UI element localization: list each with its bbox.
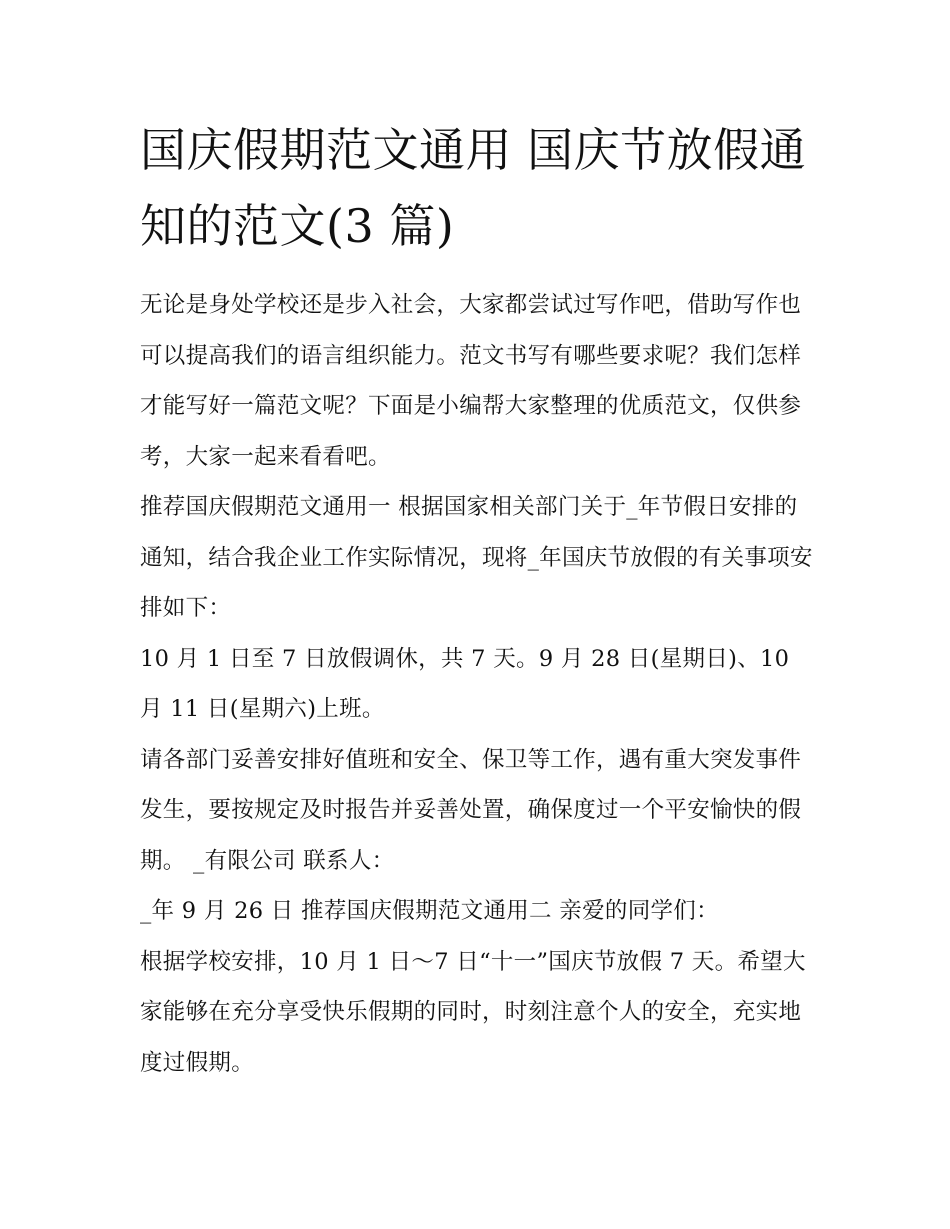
paragraph-safety-arrangements: 请各部门妥善安排好值班和安全、保卫等工作，遇有重大突发事件发生，要按规定及时报告并妥善处置，确保度过一个平安愉快的假期。 _有限公司 联系人： [140, 746, 802, 874]
document-title: 国庆假期范文通用 国庆节放假通知的范文(3 篇) [140, 123, 807, 253]
paragraph-holiday-dates: 10 月 1 日至 7 日放假调休，共 7 天。9 月 28 日(星期日)、10 月 11 日(星期六)上班。 [140, 645, 790, 722]
paragraph-notice-one: 推荐国庆假期范文通用一 根据国家相关部门关于_年节假日安排的通知，结合我企业工作实际情况，现将_年国庆节放假的有关事项安排如下： [140, 494, 813, 621]
paragraph-intro: 无论是身处学校还是步入社会，大家都尝试过写作吧，借助写作也可以提高我们的语言组织能力。范文书写有哪些要求呢？我们怎样才能写好一篇范文呢？下面是小编帮大家整理的优质范文，仅供参考，大家一起来看看吧。 [140, 292, 802, 470]
paragraph-school-schedule: 根据学校安排，10 月 1 日～7 日“十一”国庆节放假 7 天。希望大家能够在充分享受快乐假期的同时，时刻注意个人的安全，充实地度过假期。 [140, 948, 806, 1076]
document-body [140, 112, 815, 1088]
paragraph-notice-two-heading: _年 9 月 26 日 推荐国庆假期范文通用二 亲爱的同学们： [140, 898, 719, 924]
